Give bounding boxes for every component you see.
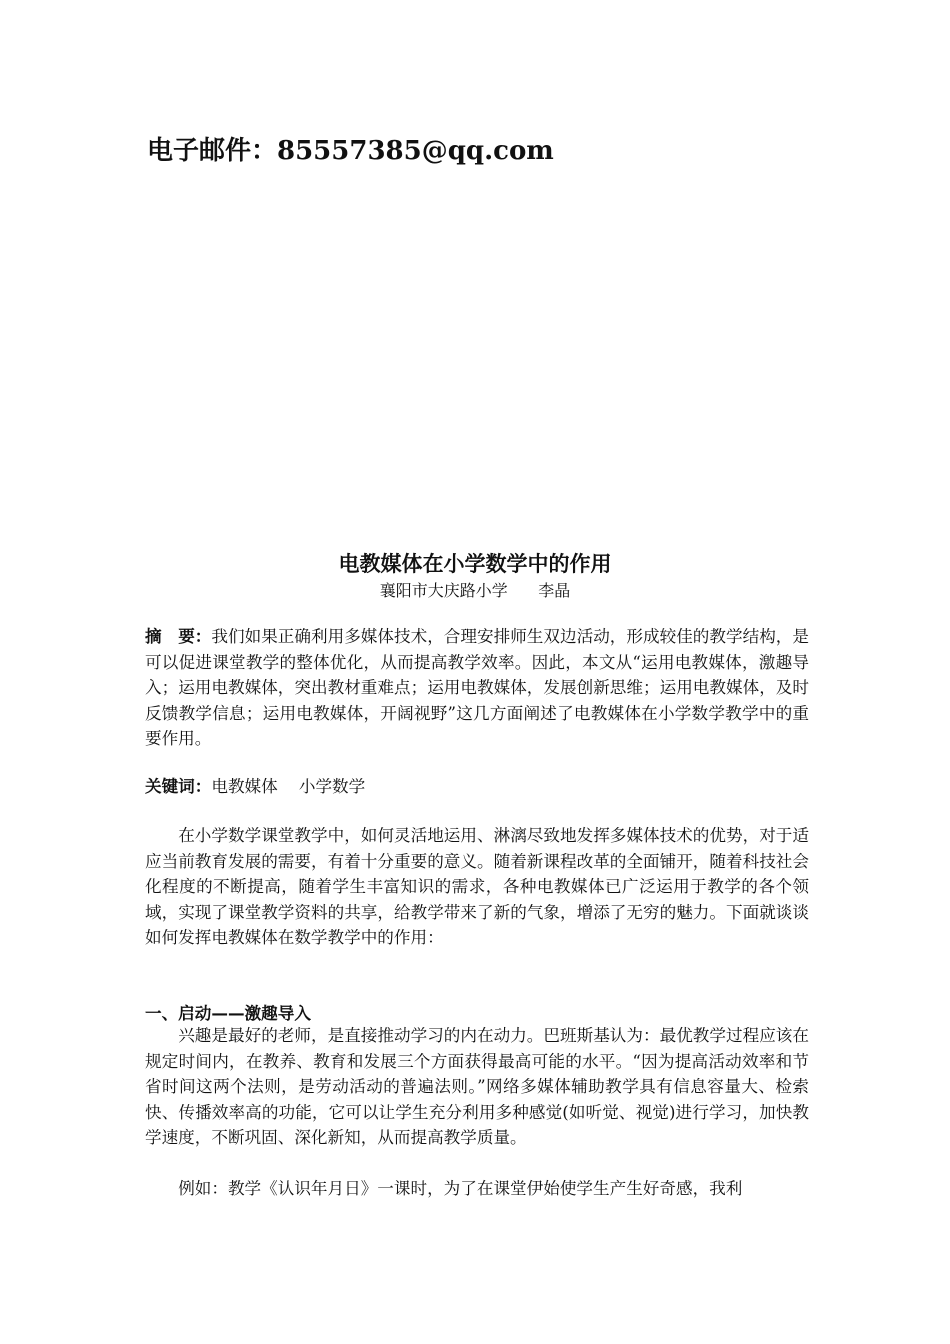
section1-paragraph-2: 例如：教学《认识年月日》一课时，为了在课堂伊始使学生产生好奇感，我利 <box>178 1179 743 1198</box>
abstract-label: 摘 要： <box>145 627 212 646</box>
author-school: 襄阳市大庆路小学 <box>379 581 508 600</box>
keywords-label: 关键词： <box>145 777 212 796</box>
section-heading: 一、启动——激趣导入 <box>145 1004 311 1023</box>
author-name: 李晶 <box>538 581 571 600</box>
section1-paragraph-1: 兴趣是最好的老师，是直接推动学习的内在动力。巴班斯基认为：最优教学过程应该在规定时间内，在教养、教育和发展三个方面获得最高可能的水平。“因为提高活动效率和节省时间这两个法则，是劳动活动的普遍法则。”网络多媒体辅助教学具有信息容量大、检索快、传播效率高的功能，它可以让学生充分利用多种感觉(如听觉、视觉)进行学习，加快教学速度，不断巩固、深化新知，从而提高教学质量。 <box>145 1026 809 1147</box>
intro-paragraph: 在小学数学课堂教学中，如何灵活地运用、淋漓尽致地发挥多媒体技术的优势，对于适应当前教育发展的需要，有着十分重要的意义。随着新课程改革的全面铺开，随着科技社会化程度的不断提高，随着学生丰富知识的需求，各种电教媒体已广泛运用于教学的各个领域，实现了课堂教学资料的共享，给教学带来了新的气象，增添了无穷的魅力。下面就谈谈如何发挥电教媒体在数学教学中的作用： <box>145 826 809 947</box>
keywords-line <box>145 774 809 800</box>
email-line: 电子邮件：85557385@qq.com <box>147 136 554 166</box>
byline <box>0 578 950 601</box>
article-title: 电教媒体在小学数学中的作用 <box>338 552 612 576</box>
keyword-item: 小学数学 <box>298 777 366 796</box>
keyword-item: 电教媒体 <box>211 777 278 796</box>
abstract-text: 我们如果正确利用多媒体技术，合理安排师生双边活动，形成较佳的教学结构，是可以促进课堂教学的整体优化，从而提高教学效率。因此，本文从“运用电教媒体，激趣导入；运用电教媒体，突出教材重难点；运用电教媒体，发展创新思维；运用电教媒体，及时反馈教学信息；运用电教媒体，开阔视野”这几方面阐述了电教媒体在小学数学教学中的重要作用。 <box>145 627 810 748</box>
abstract-paragraph <box>145 624 809 752</box>
